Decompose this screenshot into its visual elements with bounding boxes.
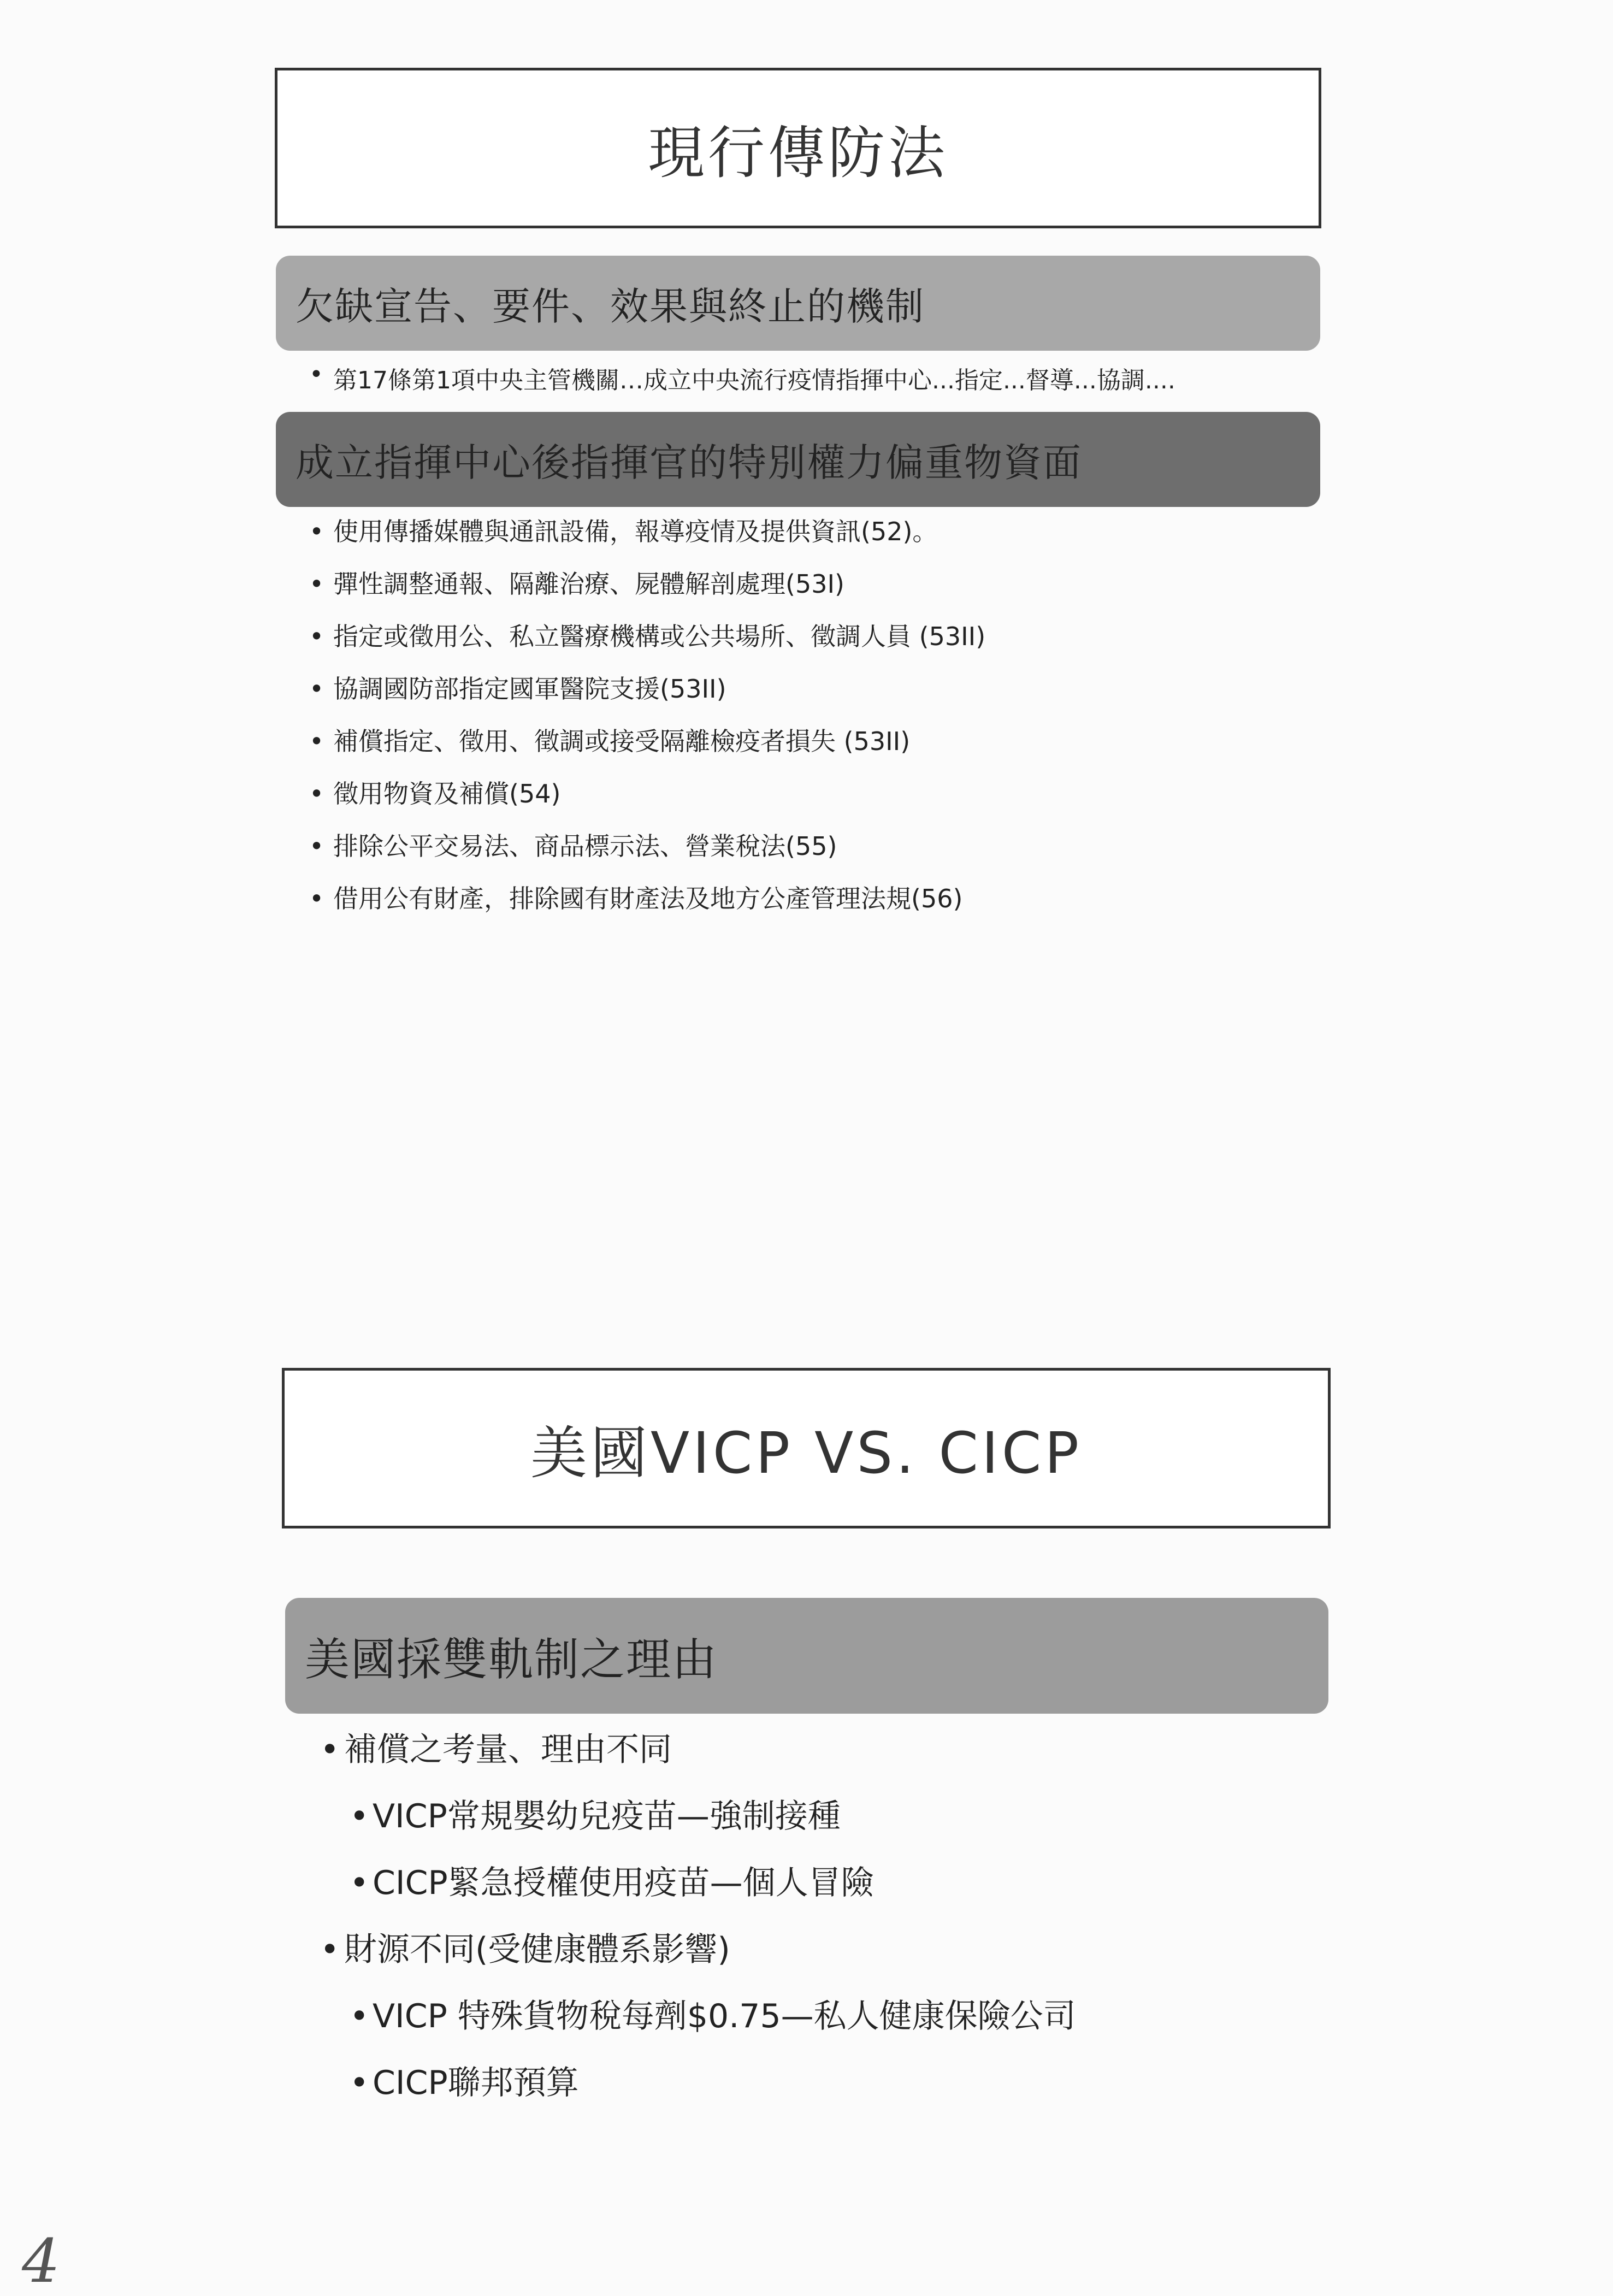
list-subitem: • CICP緊急授權使用疫苗—個人冒險 bbox=[373, 1860, 1076, 1926]
slide1-heading-1: 欠缺宣告、要件、效果與終止的機制 bbox=[296, 284, 925, 329]
slide2-list bbox=[344, 1726, 1076, 2126]
slide1-list-1 bbox=[333, 361, 1175, 396]
list-item: • 指定或徵用公、私立醫療機構或公共場所、徵調人員 (53II) bbox=[333, 618, 985, 671]
slide1-title-box bbox=[275, 68, 1321, 228]
list-item: • 使用傳播媒體與通訊設備，報導疫情及提供資訊(52)。 bbox=[333, 513, 985, 566]
slide1-heading-2: 成立指揮中心後指揮官的特別權力偏重物資面 bbox=[296, 440, 1082, 485]
list-item: • 排除公平交易法、商品標示法、營業稅法(55) bbox=[333, 828, 985, 881]
list-subitem: • VICP常規嬰幼兒疫苗—強制接種 bbox=[373, 1793, 1076, 1860]
list-subitem: • VICP 特殊貨物稅每劑$0.75—私人健康保險公司 bbox=[373, 1993, 1076, 2059]
list-item: • 彈性調整通報、隔離治療、屍體解剖處理(53I) bbox=[333, 566, 985, 618]
slide1-heading-bar-1 bbox=[276, 256, 1320, 351]
slide2-heading-bar bbox=[285, 1598, 1328, 1714]
slide1-title: 現行傳防法 bbox=[647, 120, 948, 186]
list-subitem: • CICP聯邦預算 bbox=[373, 2059, 1076, 2126]
list-item: • 補償指定、徵用、徵調或接受隔離檢疫者損失 (53II) bbox=[333, 723, 985, 776]
slide2-heading: 美國採雙軌制之理由 bbox=[305, 1633, 718, 1686]
slide2-title-box bbox=[282, 1368, 1331, 1528]
list-item: • 協調國防部指定國軍醫院支援(53II) bbox=[333, 671, 985, 723]
page-number: 4 bbox=[22, 2226, 60, 2296]
slide1-list-2 bbox=[333, 513, 985, 933]
slide1-heading-bar-2 bbox=[276, 412, 1320, 507]
list-item: • 補償之考量、理由不同 bbox=[344, 1726, 1076, 1793]
list-item: • 徵用物資及補償(54) bbox=[333, 776, 985, 828]
list-item: • 第17條第1項中央主管機關…成立中央流行疫情指揮中心...指定...督導...協調.... bbox=[333, 361, 1175, 396]
list-item: • 借用公有財產，排除國有財產法及地方公產管理法規(56) bbox=[333, 881, 985, 933]
list-item: • 財源不同(受健康體系影響) bbox=[344, 1926, 1076, 1993]
slide2-title: 美國VICP VS. CICP bbox=[530, 1420, 1083, 1486]
